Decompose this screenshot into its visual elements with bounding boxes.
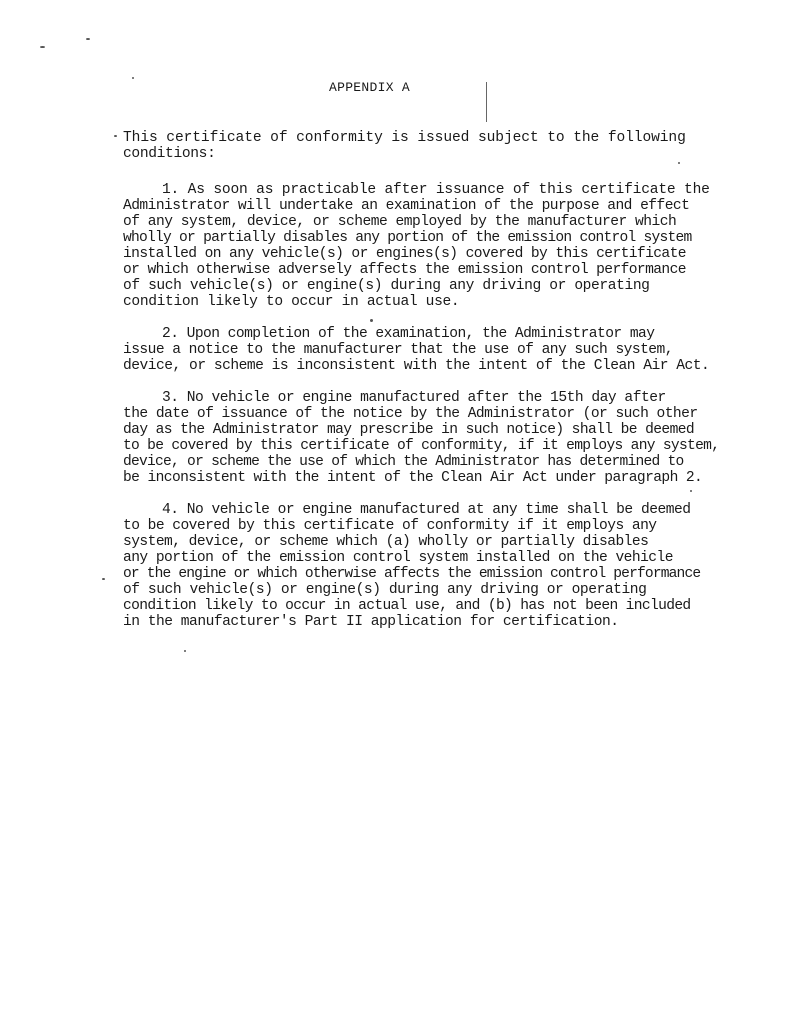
paragraph-1-line: or which otherwise adversely affects the emission control performance: [123, 262, 686, 278]
paragraph-1-line: condition likely to occur in actual use.: [123, 294, 460, 310]
scan-speck: [102, 578, 105, 580]
intro-line: conditions:: [123, 146, 216, 162]
paragraph-3-line: to be covered by this certificate of conformity, if it employs any system,: [123, 438, 720, 454]
paragraph-3-line: the date of issuance of the notice by the Administrator (or such other: [123, 406, 698, 422]
paragraph-1-line: of such vehicle(s) or engine(s) during any driving or operating: [123, 278, 650, 294]
scan-speck: [132, 77, 134, 79]
paragraph-4-line: system, device, or scheme which (a) wholly or partially disables: [123, 534, 649, 550]
scan-speck: [370, 319, 373, 322]
scan-speck: [184, 650, 186, 652]
scan-mark: [486, 82, 487, 122]
paragraph-2-line: device, or scheme is inconsistent with the intent of the Clean Air Act.: [123, 358, 710, 374]
scan-speck: [678, 162, 680, 164]
paragraph-4-line: of such vehicle(s) or engine(s) during any driving or operating: [123, 582, 647, 598]
paragraph-2-line: 2. Upon completion of the examination, the Administrator may: [162, 326, 655, 342]
paragraph-4-line: any portion of the emission control system installed on the vehicle: [123, 550, 673, 566]
scan-speck: [40, 46, 45, 48]
paragraph-2-line: issue a notice to the manufacturer that the use of any such system,: [123, 342, 673, 358]
paragraph-1-line: of any system, device, or scheme employed by the manufacturer which: [123, 214, 677, 230]
paragraph-4-line: condition likely to occur in actual use, and (b) has not been included: [123, 598, 691, 614]
scan-speck: [114, 135, 117, 137]
paragraph-3-line: 3. No vehicle or engine manufactured after the 15th day after: [162, 390, 666, 406]
paragraph-1-line: Administrator will undertake an examination of the purpose and effect: [123, 198, 690, 214]
paragraph-1-line: 1. As soon as practicable after issuance of this certificate the: [162, 182, 710, 198]
paragraph-4-line: or the engine or which otherwise affects the emission control performance: [123, 566, 701, 582]
page-title: APPENDIX A: [329, 80, 411, 95]
paragraph-1-line: installed on any vehicle(s) or engines(s) covered by this certificate: [123, 246, 686, 262]
paragraph-3-line: day as the Administrator may prescribe in such notice) shall be deemed: [123, 422, 695, 438]
paragraph-4-line: 4. No vehicle or engine manufactured at any time shall be deemed: [162, 502, 691, 518]
paragraph-4-line: in the manufacturer's Part II application for certification.: [123, 614, 619, 630]
paragraph-4-line: to be covered by this certificate of conformity if it employs any: [123, 518, 657, 534]
scan-speck: [690, 490, 692, 492]
paragraph-3-line: device, or scheme the use of which the Administrator has determined to: [123, 454, 684, 470]
scan-speck: [86, 38, 90, 40]
paragraph-1-line: wholly or partially disables any portion of the emission control system: [123, 230, 692, 246]
intro-line: This certificate of conformity is issued subject to the following: [123, 130, 686, 146]
paragraph-3-line: be inconsistent with the intent of the Clean Air Act under paragraph 2.: [123, 470, 703, 486]
